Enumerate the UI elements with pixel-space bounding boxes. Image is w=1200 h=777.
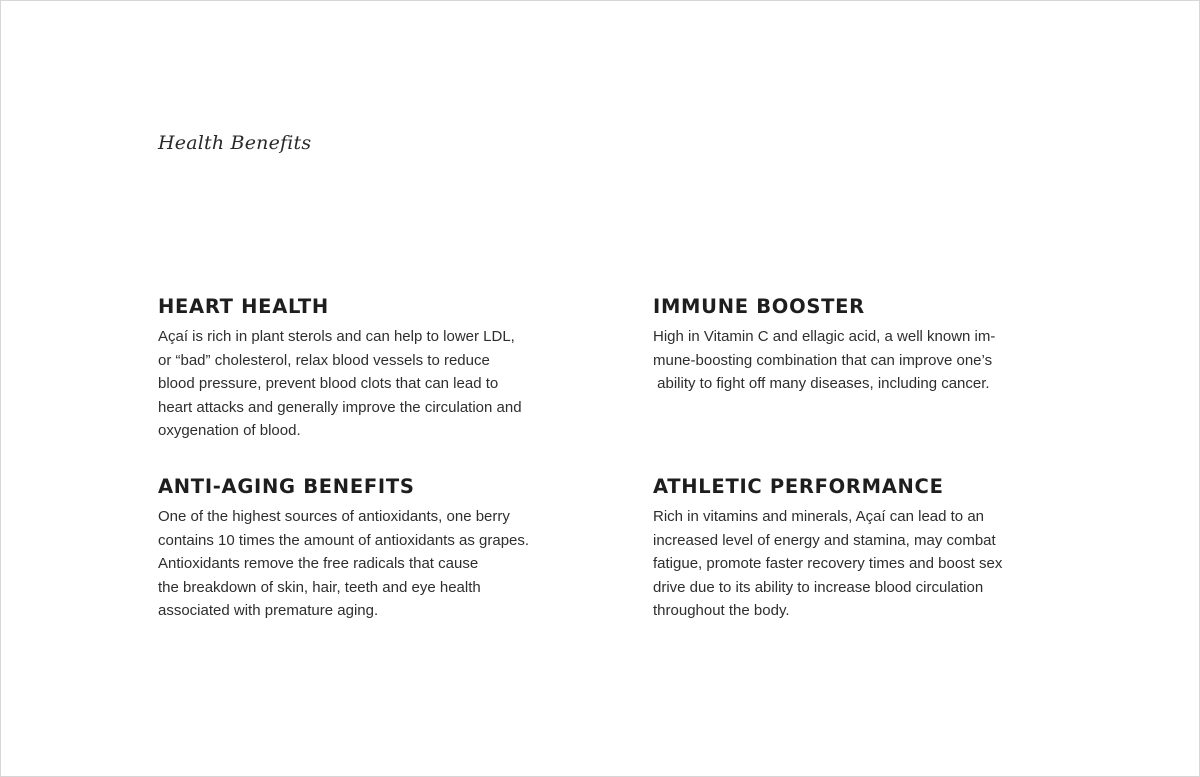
body-line: heart attacks and generally improve the circulation and [158, 398, 522, 416]
section-heart-health [158, 295, 578, 443]
body-line: fatigue, promote faster recovery times and boost sex [653, 555, 1003, 572]
body-line: Rich in vitamins and minerals, Açaí can lead to an [653, 508, 985, 525]
section-body [653, 325, 1073, 396]
section-heading: ANTI-AGING BENEFITS [158, 475, 415, 498]
section-body [653, 505, 1073, 623]
body-line: One of the highest sources of antioxidants, one berry [158, 508, 510, 525]
body-line: High in Vitamin C and ellagic acid, a well known im- [653, 328, 996, 345]
body-line: ability to fight off many diseases, including cancer. [653, 375, 990, 392]
body-line: Açaí is rich in plant sterols and can help to lower LDL, [158, 328, 515, 345]
section-heading: IMMUNE BOOSTER [653, 295, 865, 318]
body-line: blood pressure, prevent blood clots that can lead to [158, 375, 499, 392]
body-line: mune-boosting combination that can improve one’s [653, 351, 993, 369]
section-heading: ATHLETIC PERFORMANCE [653, 475, 944, 498]
body-line: drive due to its ability to increase blood circulation [653, 578, 984, 596]
section-anti-aging-benefits [158, 475, 578, 623]
section-immune-booster [653, 295, 1073, 396]
body-line: increased level of energy and stamina, may combat [653, 531, 996, 549]
section-body [158, 325, 578, 443]
body-line: oxygenation of blood. [158, 422, 301, 439]
section-heading: HEART HEALTH [158, 295, 329, 318]
body-line: throughout the body. [653, 602, 790, 619]
body-line: or “bad” cholesterol, relax blood vessels to reduce [158, 351, 490, 369]
body-line: the breakdown of skin, hair, teeth and eye health [158, 578, 481, 596]
body-line: associated with premature aging. [158, 602, 379, 619]
page-title: Health Benefits [158, 132, 312, 154]
body-line: contains 10 times the amount of antioxidants as grapes. [158, 531, 530, 549]
section-athletic-performance [653, 475, 1073, 623]
body-line: Antioxidants remove the free radicals that cause [158, 555, 479, 572]
section-body [158, 505, 578, 623]
